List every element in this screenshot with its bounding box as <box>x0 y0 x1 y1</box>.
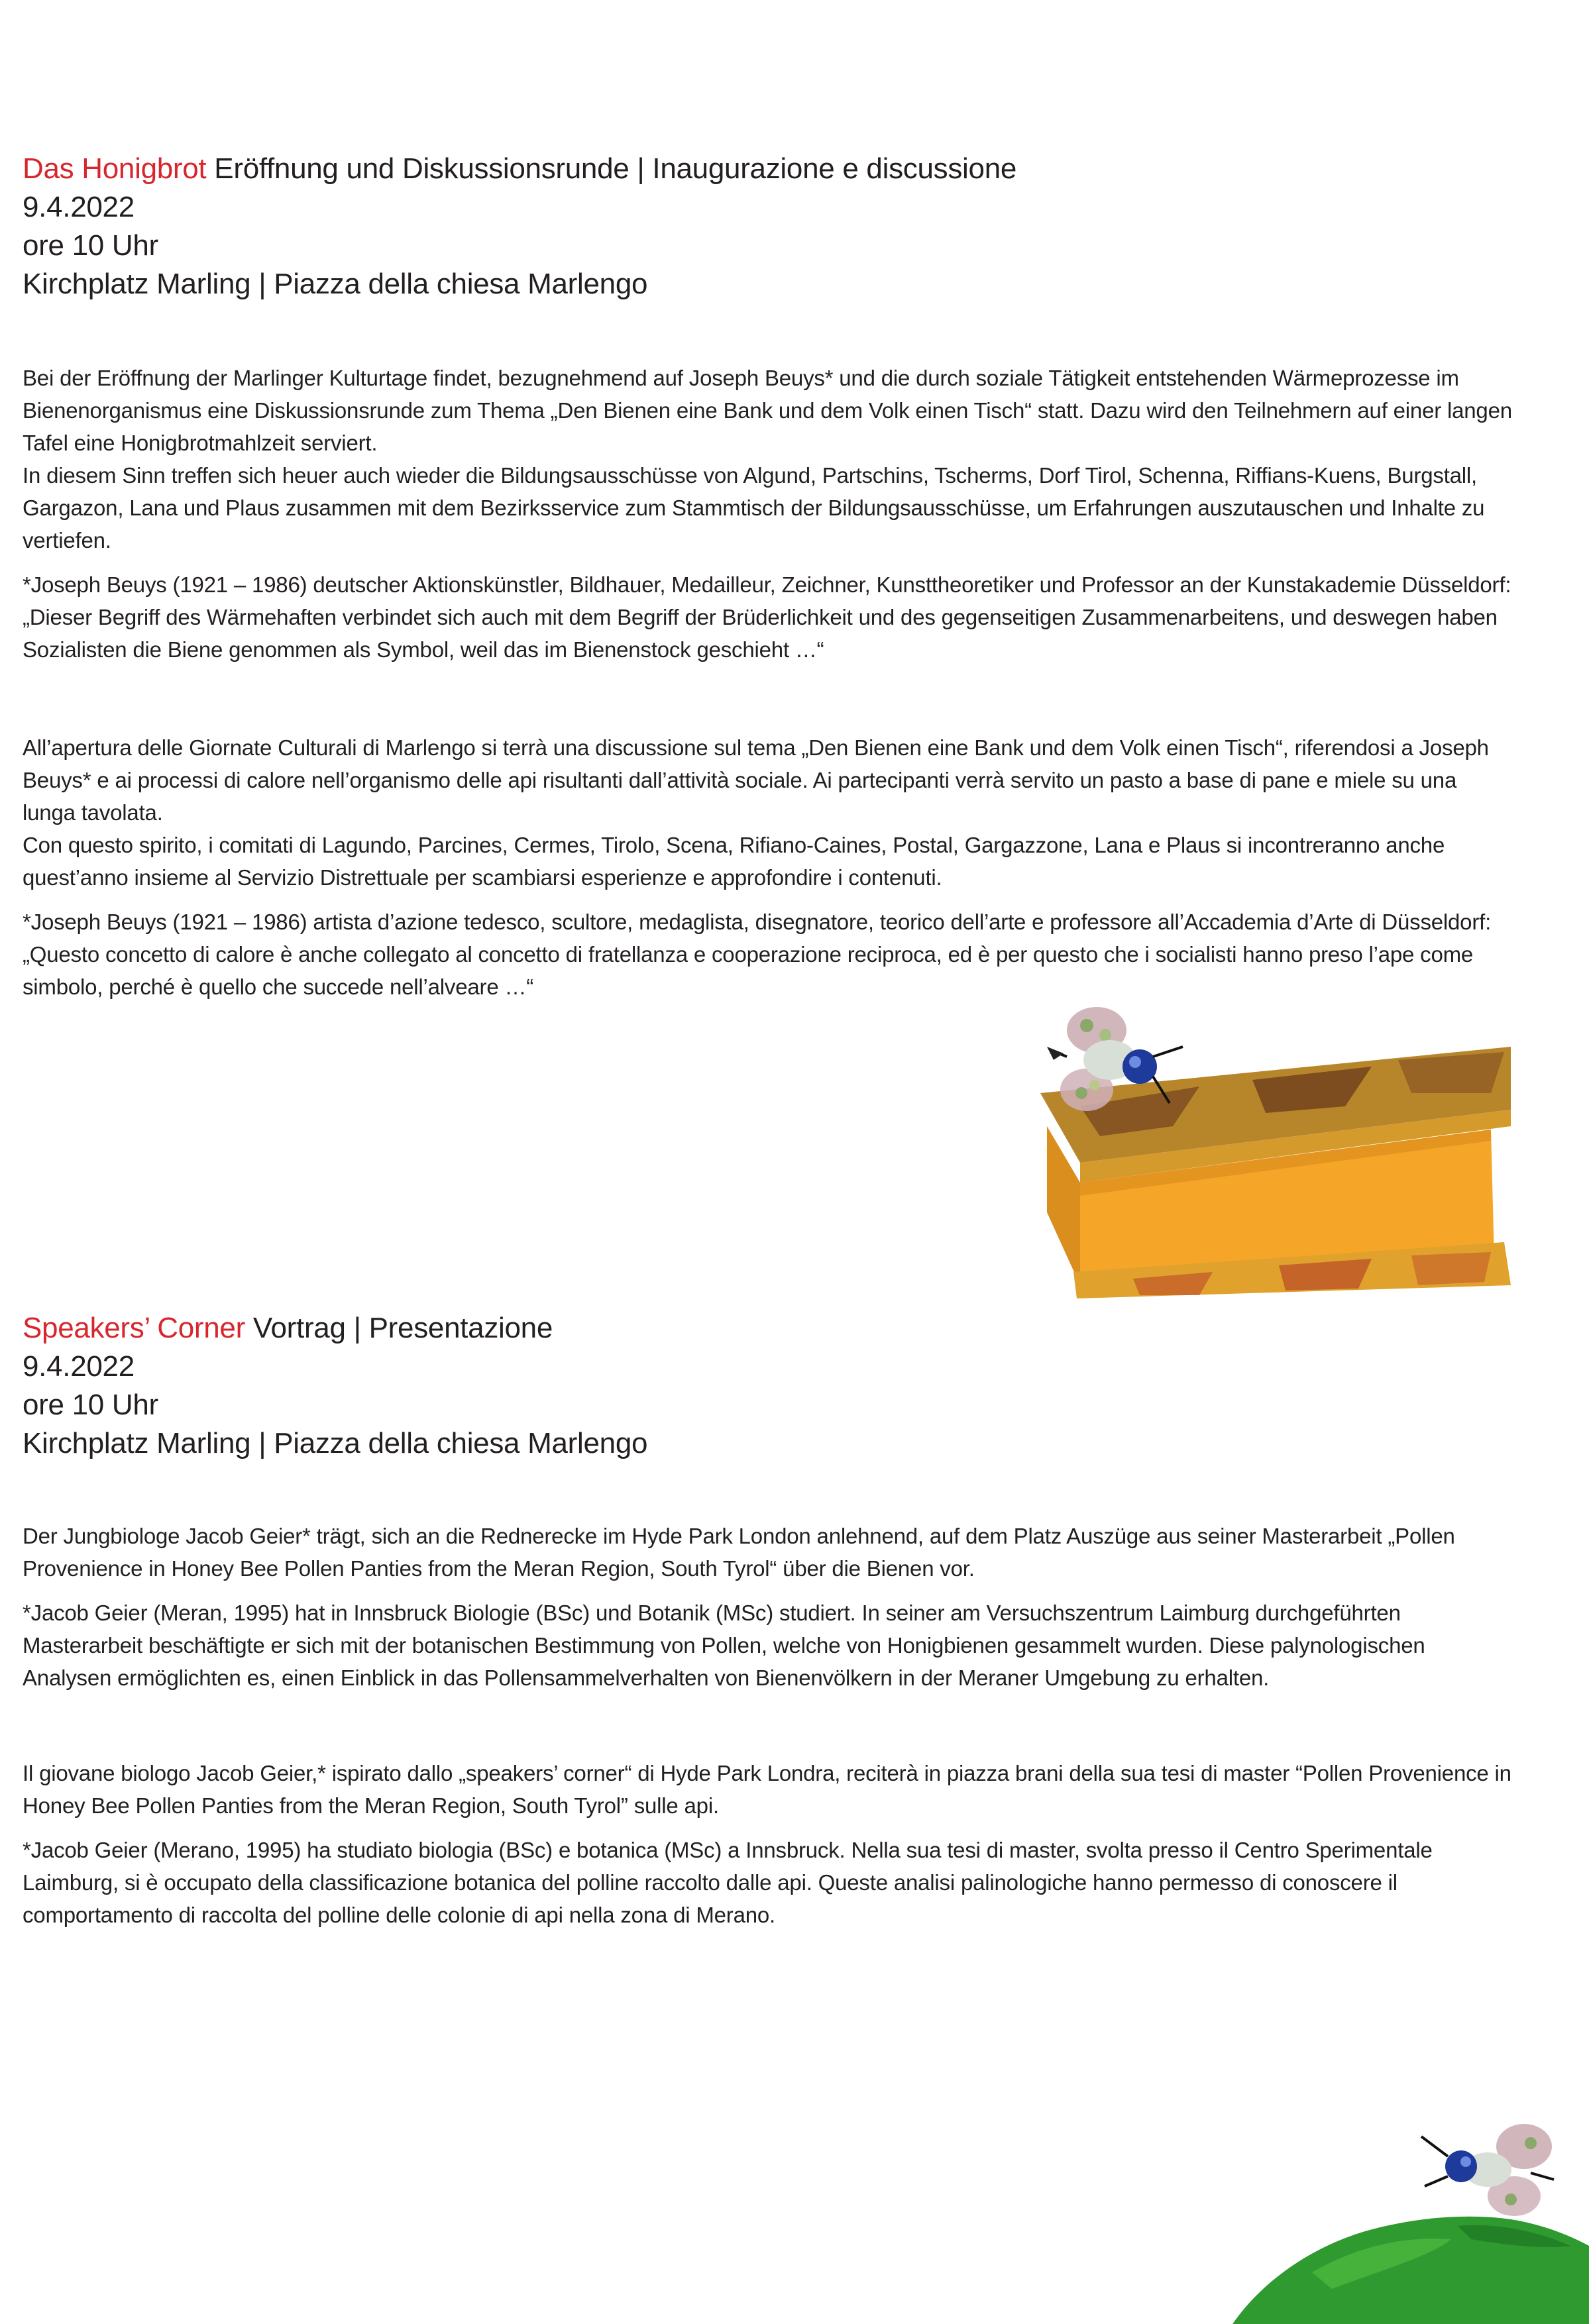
event2-it-paragraph-1: Il giovane biologo Jacob Geier,* ispirato dallo „speakers’ corner“ di Hyde Park Londra, reciterà in piazza brani della sua tesi di master “Pollen Provenience in Honey Bee Pollen Panties from the Meran Region, South Tyrol” sulle api. <box>23 1761 1511 1818</box>
event1-it-footnote: *Joseph Beuys (1921 – 1986) artista d’azione tedesco, scultore, medaglista, disegnatore, teorico dell’arte e professore all’Accademia d’Arte di Düsseldorf: „Questo concetto di calore è anche collegato al concetto di fratellanza e cooperazione reciproca, ed è per questo che i socialisti hanno preso l’ape come simbolo, perché è quello che succede nell’alveare …“ <box>23 910 1492 999</box>
event1-de-footnote: *Joseph Beuys (1921 – 1986) deutscher Aktionskünstler, Bildhauer, Medailleur, Zeichner, Kunsttheoretiker und Professor an der Kunstakademie Düsseldorf: „Dieser Begriff des Wärmehaften verbindet sich auch mit dem Begriff der Brüderlichkeit und des gegenseitigen Zusammenarbeitens, und deswegen haben Sozialisten die Biene genommen als Symbol, weil das im Bienenstock geschieht …“ <box>23 572 1511 662</box>
event1-title-rest: Eröffnung und Diskussionsrunde | Inaugurazione e discussione <box>214 152 1017 185</box>
bee-illustration <box>1421 2124 1554 2216</box>
event2-title-rest: Vortrag | Presentazione <box>252 1312 553 1344</box>
event2-italian-text <box>23 1757 1513 1931</box>
event2-date: 9.4.2022 <box>23 1350 135 1383</box>
event2-time: ore 10 Uhr <box>23 1389 158 1421</box>
event1-time: ore 10 Uhr <box>23 229 158 262</box>
event2-de-footnote: *Jacob Geier (Meran, 1995) hat in Innsbruck Biologie (BSc) und Botanik (MSc) studiert. In seiner am Versuchszentrum Laimburg durchgeführten Masterarbeit beschäftigte er sich mit der botanischen Bestimmung von Pollen, welche von Honigbienen gesammelt wurden. Diese palynologischen Analysen ermöglichten es, einen Einblick in das Pollensammelverhalten von Bienenvölkern in der Meraner Umgebung zu erhalten. <box>23 1601 1425 1690</box>
event1-german-text <box>23 362 1513 666</box>
beehive-box-illustration <box>1001 994 1524 1298</box>
event2-it-footnote: *Jacob Geier (Merano, 1995) ha studiato biologia (BSc) e botanica (MSc) a Innsbruck. Nella sua tesi di master, svolta presso il Centro Sperimentale Laimburg, si è occupato della classificazione botanica del polline raccolto dalle api. Queste analisi palinologiche hanno permesso di conoscere il comportamento di raccolta del polline delle colonie di api nella zona di Merano. <box>23 1838 1433 1927</box>
event2-german-text <box>23 1520 1513 1694</box>
event1-title <box>23 150 1513 188</box>
event2-place: Kirchplatz Marling | Piazza della chiesa Marlengo <box>23 1427 648 1459</box>
event1-it-paragraph-2: Con questo spirito, i comitati di Lagundo, Parcines, Cermes, Tirolo, Scena, Rifiano-Caines, Postal, Gargazzone, Lana e Plaus si incontreranno anche quest’anno insieme al Servizio Distrettuale per scambiarsi esperienze e approfondire i contenuti. <box>23 833 1445 890</box>
event1-italian-text <box>23 731 1513 1003</box>
event1-date: 9.4.2022 <box>23 191 135 223</box>
event2-title-accent: Speakers’ Corner <box>23 1312 245 1344</box>
event1-it-paragraph-1: All’apertura delle Giornate Culturali di Marlengo si terrà una discussione sul tema „Den Bienen eine Bank und dem Volk einen Tisch“, riferendosi a Joseph Beuys* e ai processi di calore nell’organismo delle api risultanti dall’attività sociale. Ai partecipanti verrà servito un pasto a base di pane e miele su una lunga tavolata. <box>23 735 1489 825</box>
event1-place: Kirchplatz Marling | Piazza della chiesa Marlengo <box>23 268 648 300</box>
event2-de-paragraph-1: Der Jungbiologe Jacob Geier* trägt, sich an die Rednerecke im Hyde Park London anlehnend, auf dem Platz Auszüge aus seiner Masterarbeit „Pollen Provenience in Honey Bee Pollen Panties from the Meran Region, South Tyrol“ über die Bienen vor. <box>23 1524 1455 1581</box>
event1-de-paragraph-2: In diesem Sinn treffen sich heuer auch wieder die Bildungsausschüsse von Algund, Partschins, Tscherms, Dorf Tirol, Schenna, Riffians-Kuens, Burgstall, Gargazon, Lana und Plaus zusammen mit dem Bezirksservice zum Stammtisch der Bildungsausschüsse, um Erfahrungen auszutauschen und Inhalte zu vertiefen. <box>23 463 1485 553</box>
event1-header <box>23 150 1513 303</box>
event1-de-paragraph-1: Bei der Eröffnung der Marlinger Kulturtage findet, bezugnehmend auf Joseph Beuys* und die durch soziale Tätigkeit entstehenden Wärmeprozesse im Bienenorganismus eine Diskussionsrunde zum Thema „Den Bienen eine Bank und dem Volk einen Tisch“ statt. Dazu wird den Teilnehmern auf einer langen Tafel eine Honigbrotmahlzeit serviert. <box>23 366 1512 455</box>
event2-header <box>23 1309 1513 1463</box>
event1-title-accent: Das Honigbrot <box>23 152 207 185</box>
green-hill-illustration <box>1233 2113 1589 2324</box>
event2-title <box>23 1309 1513 1347</box>
